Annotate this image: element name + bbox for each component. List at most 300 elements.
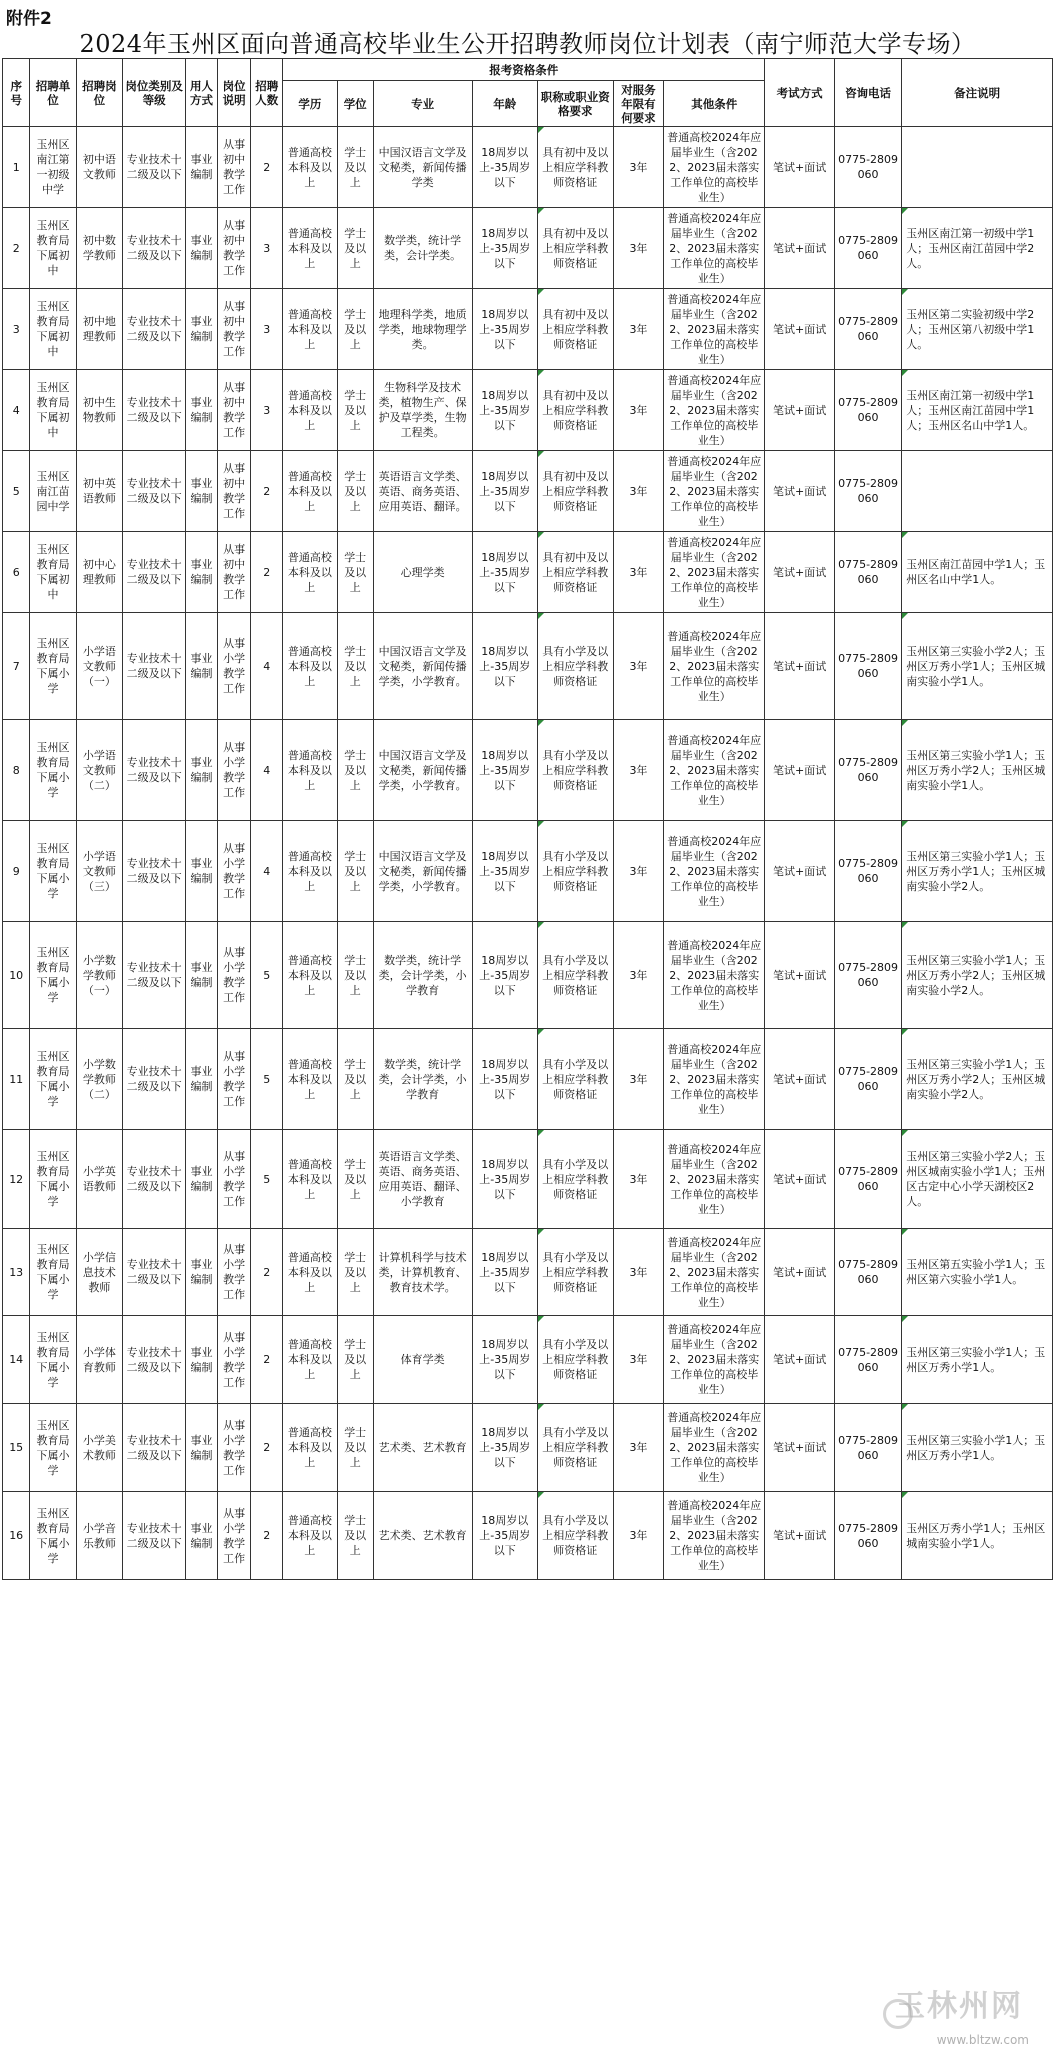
cell-other: 普通高校2024年应届毕业生（含2022、2023届未落实工作单位的高校毕业生） — [664, 451, 765, 532]
cell-seq: 14 — [3, 1316, 30, 1404]
cell-service: 3年 — [613, 720, 664, 821]
cell-seq: 5 — [3, 451, 30, 532]
cell-unit: 玉州区教育局下属小学 — [30, 613, 76, 720]
cell-other: 普通高校2024年应届毕业生（含2022、2023届未落实工作单位的高校毕业生） — [664, 1404, 765, 1492]
cell-major: 中国汉语言文学及文秘类，新闻传播学类，小学教育。 — [373, 720, 472, 821]
cell-unit: 玉州区教育局下属初中 — [30, 532, 76, 613]
cell-desc: 从事初中教学工作 — [217, 127, 251, 208]
cell-category: 专业技术十二级及以下 — [123, 208, 186, 289]
cell-count: 3 — [251, 289, 283, 370]
cell-unit: 玉州区南江第一初级中学 — [30, 127, 76, 208]
cell-count: 5 — [251, 922, 283, 1029]
cell-service: 3年 — [613, 208, 664, 289]
cell-phone: 0775-2809060 — [834, 613, 901, 720]
cell-employ: 事业编制 — [186, 1492, 218, 1580]
cell-other: 普通高校2024年应届毕业生（含2022、2023届未落实工作单位的高校毕业生） — [664, 1229, 765, 1316]
cell-unit: 玉州区教育局下属小学 — [30, 1492, 76, 1580]
cell-post: 小学信息技术教师 — [76, 1229, 122, 1316]
cell-other: 普通高校2024年应届毕业生（含2022、2023届未落实工作单位的高校毕业生） — [664, 1130, 765, 1229]
cell-category: 专业技术十二级及以下 — [123, 370, 186, 451]
cell-note: 玉州区第三实验小学1人；玉州区万秀小学2人；玉州区城南实验小学2人。 — [902, 1029, 1053, 1130]
cell-category: 专业技术十二级及以下 — [123, 127, 186, 208]
header-post: 招聘岗位 — [76, 59, 122, 127]
cell-note: 玉州区第三实验小学1人；玉州区万秀小学1人；玉州区城南实验小学2人。 — [902, 821, 1053, 922]
cell-age: 18周岁以上-35周岁以下 — [472, 289, 537, 370]
cell-degree: 学士及以上 — [337, 1404, 373, 1492]
cell-employ: 事业编制 — [186, 208, 218, 289]
table-row — [3, 922, 1053, 1029]
cell-other: 普通高校2024年应届毕业生（含2022、2023届未落实工作单位的高校毕业生） — [664, 532, 765, 613]
cell-other: 普通高校2024年应届毕业生（含2022、2023届未落实工作单位的高校毕业生） — [664, 127, 765, 208]
cell-unit: 玉州区教育局下属小学 — [30, 1229, 76, 1316]
cell-post: 小学数学教师（一） — [76, 922, 122, 1029]
cell-note — [902, 451, 1053, 532]
cell-degree: 学士及以上 — [337, 1130, 373, 1229]
cell-post: 初中地理教师 — [76, 289, 122, 370]
cell-major: 数学类，统计学类，会计学类，小学教育 — [373, 922, 472, 1029]
cell-cert: 具有初中及以上相应学科教师资格证 — [537, 451, 613, 532]
cell-unit: 玉州区教育局下属小学 — [30, 720, 76, 821]
cell-degree: 学士及以上 — [337, 613, 373, 720]
cell-unit: 玉州区教育局下属初中 — [30, 370, 76, 451]
cell-phone: 0775-2809060 — [834, 289, 901, 370]
cell-degree: 学士及以上 — [337, 289, 373, 370]
header-cert: 职称或职业资格要求 — [537, 81, 613, 127]
cell-degree: 学士及以上 — [337, 127, 373, 208]
cell-exam: 笔试+面试 — [765, 1130, 835, 1229]
cell-major: 计算机科学与技术类，计算机教育、教育技术学。 — [373, 1229, 472, 1316]
cell-age: 18周岁以上-35周岁以下 — [472, 208, 537, 289]
cell-age: 18周岁以上-35周岁以下 — [472, 613, 537, 720]
header-employ: 用人方式 — [186, 59, 218, 127]
cell-major: 数学类，统计学类，会计学类。 — [373, 208, 472, 289]
cell-unit: 玉州区教育局下属小学 — [30, 1130, 76, 1229]
cell-seq: 10 — [3, 922, 30, 1029]
cell-unit: 玉州区教育局下属小学 — [30, 922, 76, 1029]
cell-desc: 从事小学教学工作 — [217, 1404, 251, 1492]
cell-unit: 玉州区教育局下属小学 — [30, 1316, 76, 1404]
cell-category: 专业技术十二级及以下 — [123, 613, 186, 720]
cell-seq: 13 — [3, 1229, 30, 1316]
cell-employ: 事业编制 — [186, 1130, 218, 1229]
table-row — [3, 613, 1053, 720]
header-degree: 学位 — [337, 81, 373, 127]
cell-service: 3年 — [613, 1130, 664, 1229]
cell-desc: 从事小学教学工作 — [217, 1492, 251, 1580]
cell-edu: 普通高校本科及以上 — [283, 1130, 338, 1229]
watermark-logo-icon — [883, 1999, 913, 2029]
table-row — [3, 1492, 1053, 1580]
table-row — [3, 1029, 1053, 1130]
cell-phone: 0775-2809060 — [834, 1229, 901, 1316]
cell-note: 玉州区第五实验小学1人；玉州区第六实验小学1人。 — [902, 1229, 1053, 1316]
cell-service: 3年 — [613, 613, 664, 720]
cell-phone: 0775-2809060 — [834, 922, 901, 1029]
header-service: 对服务年限有何要求 — [613, 81, 664, 127]
cell-service: 3年 — [613, 127, 664, 208]
cell-post: 小学数学教师（二） — [76, 1029, 122, 1130]
cell-major: 中国汉语言文学及文秘类，新闻传播学类，小学教育。 — [373, 613, 472, 720]
cell-exam: 笔试+面试 — [765, 821, 835, 922]
cell-age: 18周岁以上-35周岁以下 — [472, 821, 537, 922]
cell-other: 普通高校2024年应届毕业生（含2022、2023届未落实工作单位的高校毕业生） — [664, 1492, 765, 1580]
cell-service: 3年 — [613, 1316, 664, 1404]
cell-seq: 1 — [3, 127, 30, 208]
table-row — [3, 370, 1053, 451]
cell-category: 专业技术十二级及以下 — [123, 821, 186, 922]
cell-edu: 普通高校本科及以上 — [283, 720, 338, 821]
cell-phone: 0775-2809060 — [834, 1492, 901, 1580]
cell-other: 普通高校2024年应届毕业生（含2022、2023届未落实工作单位的高校毕业生） — [664, 1316, 765, 1404]
cell-seq: 7 — [3, 613, 30, 720]
cell-major: 数学类，统计学类，会计学类，小学教育 — [373, 1029, 472, 1130]
cell-edu: 普通高校本科及以上 — [283, 208, 338, 289]
cell-major: 生物科学及技术类，植物生产、保护及草学类，生物工程类。 — [373, 370, 472, 451]
cell-post: 小学语文教师（一） — [76, 613, 122, 720]
cell-exam: 笔试+面试 — [765, 208, 835, 289]
cell-exam: 笔试+面试 — [765, 127, 835, 208]
cell-major: 体育学类 — [373, 1316, 472, 1404]
cell-exam: 笔试+面试 — [765, 451, 835, 532]
cell-note: 玉州区南江第一初级中学1人；玉州区南江苗园中学2人。 — [902, 208, 1053, 289]
cell-phone: 0775-2809060 — [834, 720, 901, 821]
cell-category: 专业技术十二级及以下 — [123, 451, 186, 532]
cell-cert: 具有小学及以上相应学科教师资格证 — [537, 1130, 613, 1229]
cell-cert: 具有小学及以上相应学科教师资格证 — [537, 613, 613, 720]
cell-other: 普通高校2024年应届毕业生（含2022、2023届未落实工作单位的高校毕业生） — [664, 922, 765, 1029]
cell-phone: 0775-2809060 — [834, 127, 901, 208]
cell-post: 小学音乐教师 — [76, 1492, 122, 1580]
header-edu: 学历 — [283, 81, 338, 127]
header-desc: 岗位说明 — [217, 59, 251, 127]
cell-employ: 事业编制 — [186, 127, 218, 208]
cell-seq: 15 — [3, 1404, 30, 1492]
cell-degree: 学士及以上 — [337, 532, 373, 613]
cell-age: 18周岁以上-35周岁以下 — [472, 1404, 537, 1492]
cell-count: 4 — [251, 821, 283, 922]
cell-service: 3年 — [613, 370, 664, 451]
cell-cert: 具有小学及以上相应学科教师资格证 — [537, 821, 613, 922]
watermark-url: www.bltzw.com — [936, 2033, 1029, 2047]
cell-post: 初中生物教师 — [76, 370, 122, 451]
cell-seq: 16 — [3, 1492, 30, 1580]
cell-category: 专业技术十二级及以下 — [123, 1492, 186, 1580]
cell-note: 玉州区第三实验小学2人；玉州区万秀小学1人；玉州区城南实验小学1人。 — [902, 613, 1053, 720]
cell-other: 普通高校2024年应届毕业生（含2022、2023届未落实工作单位的高校毕业生） — [664, 613, 765, 720]
cell-exam: 笔试+面试 — [765, 532, 835, 613]
header-exam: 考试方式 — [765, 59, 835, 127]
cell-age: 18周岁以上-35周岁以下 — [472, 1029, 537, 1130]
table-row — [3, 289, 1053, 370]
table-row — [3, 1229, 1053, 1316]
cell-employ: 事业编制 — [186, 370, 218, 451]
cell-edu: 普通高校本科及以上 — [283, 289, 338, 370]
cell-degree: 学士及以上 — [337, 370, 373, 451]
cell-phone: 0775-2809060 — [834, 370, 901, 451]
cell-unit: 玉州区教育局下属小学 — [30, 1404, 76, 1492]
cell-employ: 事业编制 — [186, 451, 218, 532]
cell-seq: 2 — [3, 208, 30, 289]
cell-other: 普通高校2024年应届毕业生（含2022、2023届未落实工作单位的高校毕业生） — [664, 720, 765, 821]
cell-major: 中国汉语言文学及文秘类，新闻传播学类，小学教育。 — [373, 821, 472, 922]
cell-major: 地理科学类，地质学类，地球物理学类。 — [373, 289, 472, 370]
cell-other: 普通高校2024年应届毕业生（含2022、2023届未落实工作单位的高校毕业生） — [664, 289, 765, 370]
header-phone: 咨询电话 — [834, 59, 901, 127]
header-category: 岗位类别及等级 — [123, 59, 186, 127]
cell-unit: 玉州区教育局下属小学 — [30, 1029, 76, 1130]
cell-employ: 事业编制 — [186, 1229, 218, 1316]
cell-degree: 学士及以上 — [337, 720, 373, 821]
cell-count: 2 — [251, 1404, 283, 1492]
cell-exam: 笔试+面试 — [765, 289, 835, 370]
cell-exam: 笔试+面试 — [765, 1029, 835, 1130]
table-row — [3, 1316, 1053, 1404]
cell-seq: 4 — [3, 370, 30, 451]
cell-seq: 6 — [3, 532, 30, 613]
cell-desc: 从事初中教学工作 — [217, 289, 251, 370]
header-seq: 序号 — [3, 59, 30, 127]
cell-edu: 普通高校本科及以上 — [283, 1229, 338, 1316]
cell-cert: 具有初中及以上相应学科教师资格证 — [537, 532, 613, 613]
table-row — [3, 720, 1053, 821]
cell-post: 小学体育教师 — [76, 1316, 122, 1404]
cell-exam: 笔试+面试 — [765, 1492, 835, 1580]
cell-cert: 具有小学及以上相应学科教师资格证 — [537, 1316, 613, 1404]
cell-note: 玉州区南江苗园中学1人；玉州区名山中学1人。 — [902, 532, 1053, 613]
cell-employ: 事业编制 — [186, 922, 218, 1029]
cell-category: 专业技术十二级及以下 — [123, 289, 186, 370]
attachment-label: 附件2 — [6, 9, 52, 29]
cell-seq: 12 — [3, 1130, 30, 1229]
recruitment-table — [2, 58, 1053, 1580]
cell-unit: 玉州区教育局下属初中 — [30, 208, 76, 289]
cell-category: 专业技术十二级及以下 — [123, 1229, 186, 1316]
cell-unit: 玉州区南江苗园中学 — [30, 451, 76, 532]
cell-count: 4 — [251, 720, 283, 821]
cell-employ: 事业编制 — [186, 1404, 218, 1492]
cell-cert: 具有初中及以上相应学科教师资格证 — [537, 208, 613, 289]
cell-age: 18周岁以上-35周岁以下 — [472, 1229, 537, 1316]
cell-degree: 学士及以上 — [337, 1229, 373, 1316]
cell-unit: 玉州区教育局下属小学 — [30, 821, 76, 922]
cell-cert: 具有小学及以上相应学科教师资格证 — [537, 1029, 613, 1130]
cell-post: 小学语文教师（三） — [76, 821, 122, 922]
cell-cert: 具有小学及以上相应学科教师资格证 — [537, 1229, 613, 1316]
cell-cert: 具有初中及以上相应学科教师资格证 — [537, 127, 613, 208]
cell-post: 初中英语教师 — [76, 451, 122, 532]
header-other: 其他条件 — [664, 81, 765, 127]
cell-employ: 事业编制 — [186, 289, 218, 370]
cell-desc: 从事小学教学工作 — [217, 613, 251, 720]
cell-phone: 0775-2809060 — [834, 821, 901, 922]
cell-major: 艺术类、艺术教育 — [373, 1404, 472, 1492]
table-row — [3, 451, 1053, 532]
cell-desc: 从事初中教学工作 — [217, 370, 251, 451]
cell-seq: 11 — [3, 1029, 30, 1130]
cell-major: 心理学类 — [373, 532, 472, 613]
header-note: 备注说明 — [902, 59, 1053, 127]
cell-major: 英语语言文学类、英语、商务英语、应用英语、翻译、小学教育 — [373, 1130, 472, 1229]
cell-note: 玉州区第二实验初级中学2人；玉州区第八初级中学1人。 — [902, 289, 1053, 370]
cell-count: 2 — [251, 451, 283, 532]
cell-count: 3 — [251, 370, 283, 451]
header-unit: 招聘单位 — [30, 59, 76, 127]
cell-other: 普通高校2024年应届毕业生（含2022、2023届未落实工作单位的高校毕业生） — [664, 821, 765, 922]
cell-age: 18周岁以上-35周岁以下 — [472, 720, 537, 821]
cell-category: 专业技术十二级及以下 — [123, 1029, 186, 1130]
cell-exam: 笔试+面试 — [765, 720, 835, 821]
cell-edu: 普通高校本科及以上 — [283, 451, 338, 532]
cell-post: 小学语文教师（二） — [76, 720, 122, 821]
cell-desc: 从事初中教学工作 — [217, 208, 251, 289]
cell-exam: 笔试+面试 — [765, 922, 835, 1029]
cell-note: 玉州区第三实验小学1人；玉州区万秀小学2人；玉州区城南实验小学1人。 — [902, 720, 1053, 821]
cell-cert: 具有小学及以上相应学科教师资格证 — [537, 922, 613, 1029]
cell-count: 2 — [251, 1316, 283, 1404]
cell-employ: 事业编制 — [186, 613, 218, 720]
table-row — [3, 1130, 1053, 1229]
header-count: 招聘人数 — [251, 59, 283, 127]
table-row — [3, 821, 1053, 922]
cell-degree: 学士及以上 — [337, 1316, 373, 1404]
cell-edu: 普通高校本科及以上 — [283, 1316, 338, 1404]
cell-exam: 笔试+面试 — [765, 1404, 835, 1492]
cell-edu: 普通高校本科及以上 — [283, 1492, 338, 1580]
header-qual-group: 报考资格条件 — [283, 59, 765, 81]
cell-major: 艺术类、艺术教育 — [373, 1492, 472, 1580]
cell-age: 18周岁以上-35周岁以下 — [472, 1130, 537, 1229]
table-body — [3, 127, 1053, 1580]
cell-major: 中国汉语言文学及文秘类，新闻传播学类 — [373, 127, 472, 208]
cell-degree: 学士及以上 — [337, 821, 373, 922]
cell-exam: 笔试+面试 — [765, 370, 835, 451]
cell-count: 2 — [251, 127, 283, 208]
cell-category: 专业技术十二级及以下 — [123, 1404, 186, 1492]
cell-degree: 学士及以上 — [337, 1029, 373, 1130]
cell-degree: 学士及以上 — [337, 451, 373, 532]
cell-desc: 从事小学教学工作 — [217, 1029, 251, 1130]
cell-cert: 具有初中及以上相应学科教师资格证 — [537, 370, 613, 451]
cell-unit: 玉州区教育局下属初中 — [30, 289, 76, 370]
cell-cert: 具有小学及以上相应学科教师资格证 — [537, 1404, 613, 1492]
cell-edu: 普通高校本科及以上 — [283, 370, 338, 451]
cell-count: 2 — [251, 1492, 283, 1580]
table-row — [3, 127, 1053, 208]
cell-post: 初中语文教师 — [76, 127, 122, 208]
cell-service: 3年 — [613, 922, 664, 1029]
cell-edu: 普通高校本科及以上 — [283, 1404, 338, 1492]
cell-note: 玉州区第三实验小学1人；玉州区万秀小学2人；玉州区城南实验小学2人。 — [902, 922, 1053, 1029]
cell-post: 初中心理教师 — [76, 532, 122, 613]
cell-note — [902, 127, 1053, 208]
cell-edu: 普通高校本科及以上 — [283, 127, 338, 208]
cell-service: 3年 — [613, 289, 664, 370]
cell-desc: 从事小学教学工作 — [217, 821, 251, 922]
watermark-text: 玉林州网 — [895, 1989, 1023, 2024]
table-row — [3, 1404, 1053, 1492]
cell-note: 玉州区第三实验小学1人；玉州区万秀小学1人。 — [902, 1316, 1053, 1404]
cell-degree: 学士及以上 — [337, 208, 373, 289]
cell-exam: 笔试+面试 — [765, 1229, 835, 1316]
cell-edu: 普通高校本科及以上 — [283, 821, 338, 922]
cell-other: 普通高校2024年应届毕业生（含2022、2023届未落实工作单位的高校毕业生） — [664, 1029, 765, 1130]
cell-category: 专业技术十二级及以下 — [123, 922, 186, 1029]
cell-other: 普通高校2024年应届毕业生（含2022、2023届未落实工作单位的高校毕业生） — [664, 370, 765, 451]
cell-category: 专业技术十二级及以下 — [123, 1130, 186, 1229]
cell-seq: 9 — [3, 821, 30, 922]
cell-seq: 3 — [3, 289, 30, 370]
header-major: 专业 — [373, 81, 472, 127]
cell-employ: 事业编制 — [186, 1029, 218, 1130]
cell-service: 3年 — [613, 1404, 664, 1492]
watermark — [895, 1989, 1045, 2055]
cell-degree: 学士及以上 — [337, 922, 373, 1029]
cell-post: 小学英语教师 — [76, 1130, 122, 1229]
cell-count: 3 — [251, 208, 283, 289]
cell-age: 18周岁以上-35周岁以下 — [472, 532, 537, 613]
cell-cert: 具有小学及以上相应学科教师资格证 — [537, 720, 613, 821]
cell-age: 18周岁以上-35周岁以下 — [472, 127, 537, 208]
cell-degree: 学士及以上 — [337, 1492, 373, 1580]
cell-desc: 从事小学教学工作 — [217, 1229, 251, 1316]
cell-phone: 0775-2809060 — [834, 208, 901, 289]
cell-service: 3年 — [613, 532, 664, 613]
cell-service: 3年 — [613, 1229, 664, 1316]
cell-count: 2 — [251, 532, 283, 613]
cell-exam: 笔试+面试 — [765, 613, 835, 720]
cell-count: 5 — [251, 1029, 283, 1130]
cell-edu: 普通高校本科及以上 — [283, 1029, 338, 1130]
cell-category: 专业技术十二级及以下 — [123, 1316, 186, 1404]
cell-count: 4 — [251, 613, 283, 720]
cell-edu: 普通高校本科及以上 — [283, 922, 338, 1029]
cell-cert: 具有小学及以上相应学科教师资格证 — [537, 1492, 613, 1580]
cell-desc: 从事小学教学工作 — [217, 1316, 251, 1404]
cell-phone: 0775-2809060 — [834, 451, 901, 532]
cell-note: 玉州区第三实验小学1人；玉州区万秀小学1人。 — [902, 1404, 1053, 1492]
table-row — [3, 532, 1053, 613]
cell-phone: 0775-2809060 — [834, 1029, 901, 1130]
cell-seq: 8 — [3, 720, 30, 821]
header-age: 年龄 — [472, 81, 537, 127]
cell-desc: 从事小学教学工作 — [217, 922, 251, 1029]
cell-desc: 从事小学教学工作 — [217, 720, 251, 821]
cell-service: 3年 — [613, 821, 664, 922]
cell-employ: 事业编制 — [186, 1316, 218, 1404]
cell-category: 专业技术十二级及以下 — [123, 532, 186, 613]
cell-age: 18周岁以上-35周岁以下 — [472, 922, 537, 1029]
cell-service: 3年 — [613, 451, 664, 532]
cell-post: 初中数学教师 — [76, 208, 122, 289]
cell-cert: 具有初中及以上相应学科教师资格证 — [537, 289, 613, 370]
cell-age: 18周岁以上-35周岁以下 — [472, 370, 537, 451]
cell-desc: 从事初中教学工作 — [217, 532, 251, 613]
cell-phone: 0775-2809060 — [834, 532, 901, 613]
cell-edu: 普通高校本科及以上 — [283, 532, 338, 613]
table-row — [3, 208, 1053, 289]
cell-other: 普通高校2024年应届毕业生（含2022、2023届未落实工作单位的高校毕业生） — [664, 208, 765, 289]
page-title: 2024年玉州区面向普通高校毕业生公开招聘教师岗位计划表（南宁师范大学专场） — [79, 30, 976, 58]
cell-note: 玉州区南江第一初级中学1人；玉州区南江苗园中学1人；玉州区名山中学1人。 — [902, 370, 1053, 451]
cell-phone: 0775-2809060 — [834, 1404, 901, 1492]
cell-post: 小学美术教师 — [76, 1404, 122, 1492]
cell-desc: 从事初中教学工作 — [217, 451, 251, 532]
cell-exam: 笔试+面试 — [765, 1316, 835, 1404]
cell-age: 18周岁以上-35周岁以下 — [472, 451, 537, 532]
cell-category: 专业技术十二级及以下 — [123, 720, 186, 821]
cell-phone: 0775-2809060 — [834, 1130, 901, 1229]
cell-major: 英语语言文学类、英语、商务英语、应用英语、翻译。 — [373, 451, 472, 532]
